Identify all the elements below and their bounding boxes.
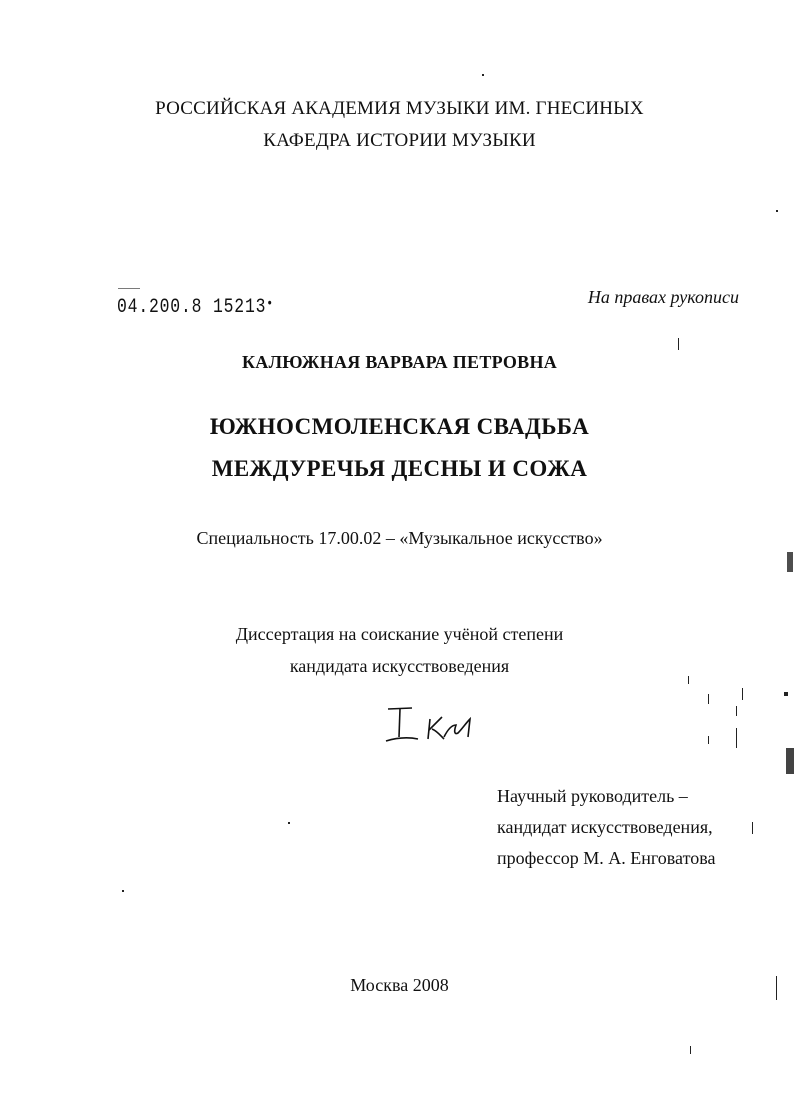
scan-speck [678, 338, 679, 350]
advisor-line-2: кандидат искусствоведения, [497, 817, 713, 837]
degree-line-2: кандидата искусствоведения [289, 656, 510, 676]
dissertation-title-line-1: ЮЖНОСМОЛЕНСКАЯ СВАДЬБА [209, 414, 590, 439]
scan-speck [688, 676, 689, 684]
scan-speck [776, 976, 777, 1000]
scan-speck [784, 692, 788, 696]
scan-speck [708, 736, 709, 744]
scan-speck [742, 688, 743, 700]
institution-name: РОССИЙСКАЯ АКАДЕМИЯ МУЗЫКИ ИМ. ГНЕСИНЫХ [155, 98, 644, 119]
dissertation-title-line-2: МЕЖДУРЕЧЬЯ ДЕСНЫ И СОЖА [211, 456, 588, 481]
specialty-line: Специальность 17.00.02 – «Музыкальное искусство» [196, 528, 603, 548]
scan-speck [690, 1046, 691, 1054]
scan-speck [288, 822, 290, 824]
advisor-line-3: профессор М. А. Енговатова [497, 848, 716, 868]
scan-speck [708, 694, 709, 704]
bullet-mark-icon: • [266, 296, 274, 312]
place-and-year: Москва 2008 [350, 975, 449, 995]
author-name: КАЛЮЖНАЯ ВАРВАРА ПЕТРОВНА [241, 352, 558, 372]
scan-speck [776, 210, 778, 212]
degree-line-1: Диссертация на соискание учёной степени [235, 624, 564, 644]
scan-speck [118, 288, 140, 289]
scan-speck [736, 706, 737, 716]
scan-speck [482, 74, 484, 76]
manuscript-rights-note: На правах рукописи [587, 287, 739, 307]
department-name: КАФЕДРА ИСТОРИИ МУЗЫКИ [263, 130, 536, 151]
scan-speck [736, 728, 737, 748]
scan-speck [786, 748, 794, 774]
scan-speck [787, 552, 793, 572]
scan-speck [752, 822, 753, 834]
advisor-line-1: Научный руководитель – [497, 786, 688, 806]
registration-code: 04.200.8 15213• [117, 296, 274, 319]
scan-speck [122, 890, 124, 892]
handwritten-note [382, 703, 482, 756]
handwriting-icon [382, 703, 482, 751]
